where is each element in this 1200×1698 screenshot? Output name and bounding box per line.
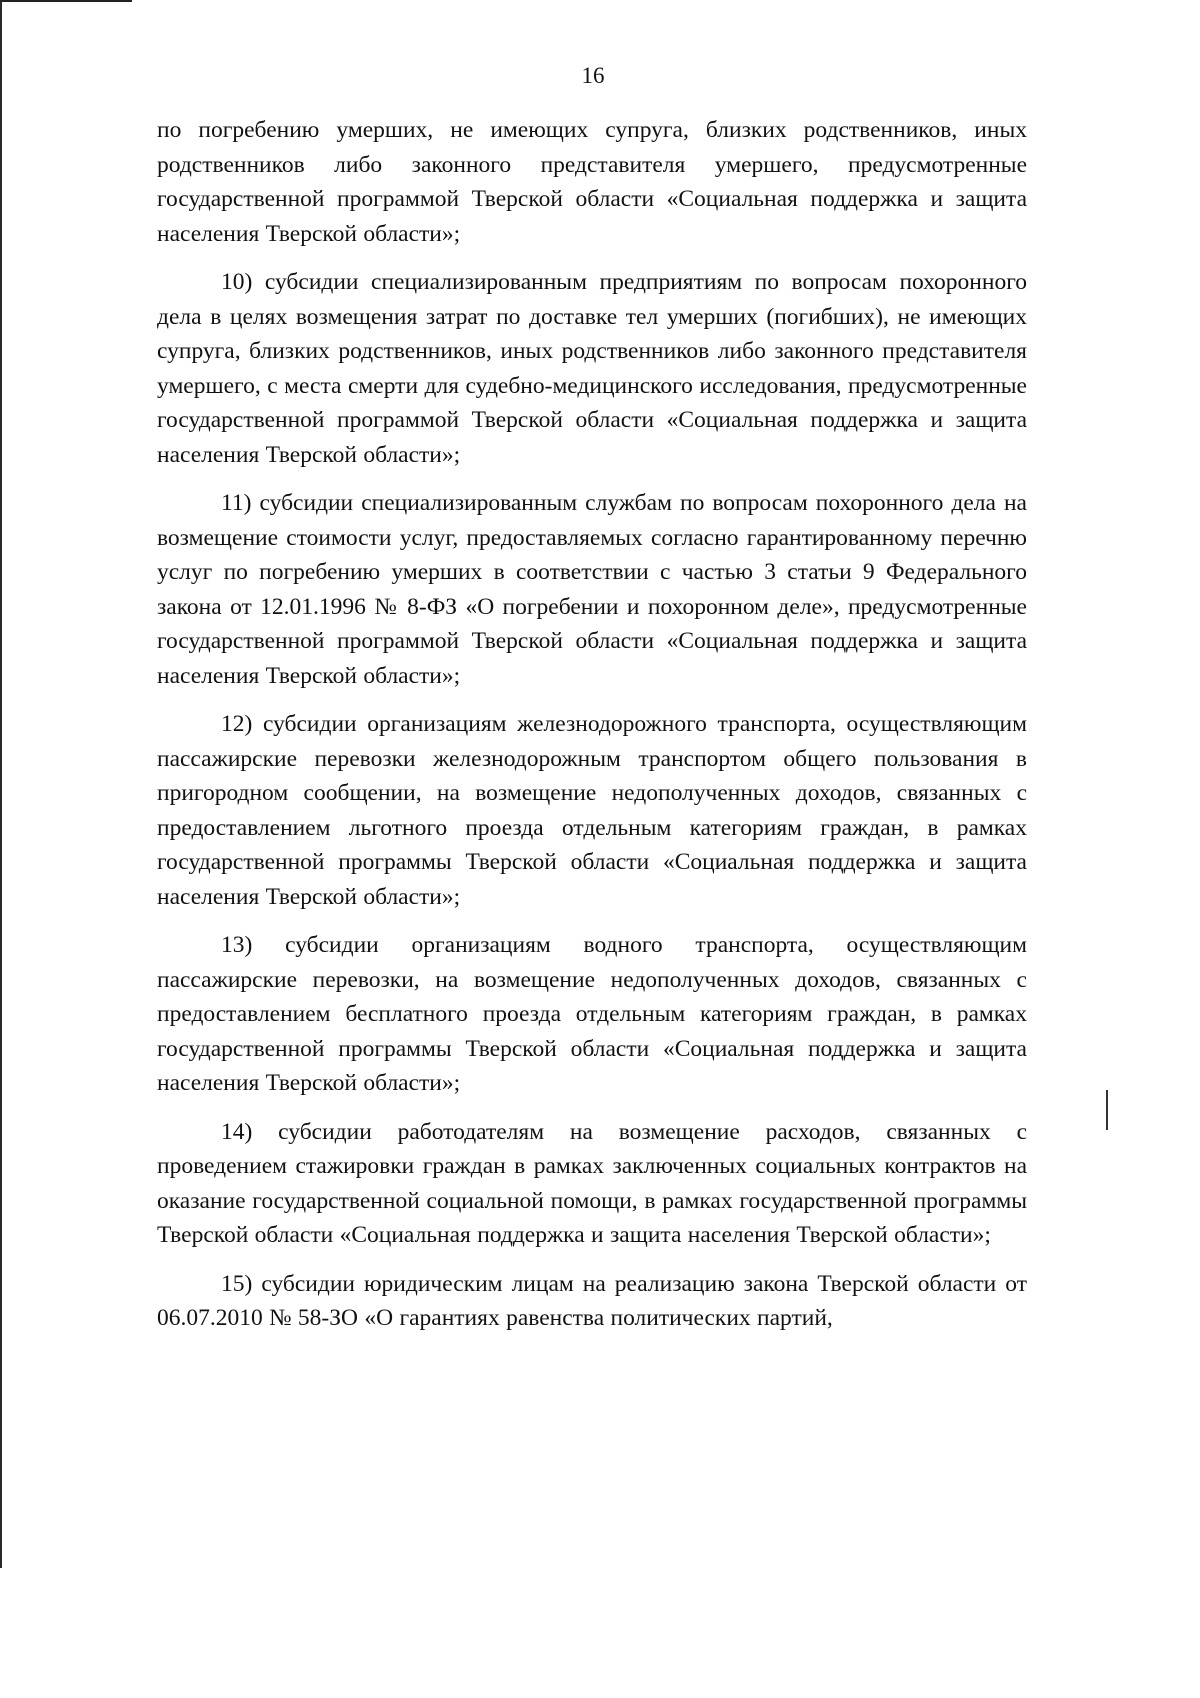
paragraph-item-14: 14) субсидии работодателям на возмещение расходов, связанных с проведением стажировки граждан в рамках заключенных социальных контрактов на оказание государственной социальной помощи, в рамках государственной программы Тверской области «Социальная поддержка и защита населения Тверской области»; (157, 1118, 1027, 1248)
document-body (157, 113, 1027, 1350)
scan-edge-right (1106, 1090, 1108, 1130)
page-number: 16 (581, 63, 605, 88)
scan-edge-top (0, 0, 132, 2)
paragraph-item-12: 12) субсидии организациям железнодорожного транспорта, осуществляющим пассажирские перевозки железнодорожным транспортом общего пользования в пригородном сообщении, на возмещение недополученных доходов, связанных с предоставлением льготного проезда отдельным категориям граждан, в рамках государственной программы Тверской области «Социальная поддержка и защита населения Тверской области»; (157, 711, 1027, 910)
paragraph-item-13: 13) субсидии организациям водного транспорта, осуществляющим пассажирские перевозки, на возмещение недополученных доходов, связанных с предоставлением бесплатного проезда отдельным категориям граждан, в рамках государственной программы Тверской области «Социальная поддержка и защита населения Тверской области»; (157, 932, 1027, 1096)
paragraph-continuation: по погребению умерших, не имеющих супруга, близких родственников, иных родственников либо законного представителя умершего, предусмотренные государственной программой Тверской области «Социальная поддержка и защита населения Тверской области»; (157, 117, 1027, 247)
paragraph-item-10: 10) субсидии специализированным предприятиям по вопросам похоронного дела в целях возмещения затрат по доставке тел умерших (погибших), не имеющих супруга, близких родственников, иных родственников либо законного представителя умершего, с места смерти для судебно-медицинского исследования, предусмотренные государственной программой Тверской области «Социальная поддержка и защита населения Тверской области»; (157, 269, 1027, 468)
scan-edge-left (0, 0, 2, 1568)
paragraph-item-11: 11) субсидии специализированным службам по вопросам похоронного дела на возмещение стоимости услуг, предоставляемых согласно гарантированному перечню услуг по погребению умерших в соответствии с частью 3 статьи 9 Федерального закона от 12.01.1996 № 8-ФЗ «О погребении и похоронном деле», предусмотренные государственной программой Тверской области «Социальная поддержка и защита населения Тверской области»; (157, 490, 1027, 689)
paragraph-item-15: 15) субсидии юридическим лицам на реализацию закона Тверской области от 06.07.2010 № 58-ЗО «О гарантиях равенства политических партий, (157, 1270, 1027, 1331)
